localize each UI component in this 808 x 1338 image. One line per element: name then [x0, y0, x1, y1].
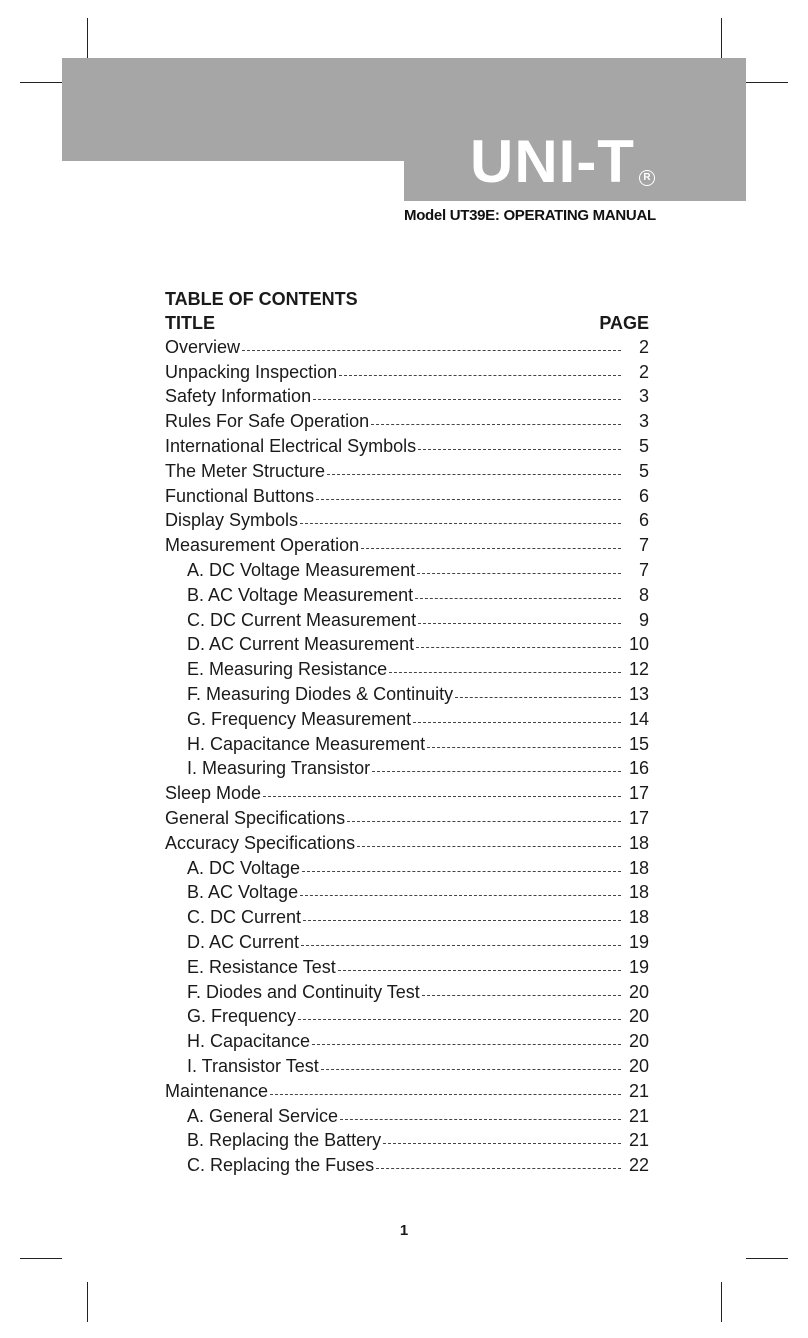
toc-entry[interactable] [165, 781, 649, 806]
toc-entry[interactable] [165, 980, 649, 1005]
toc-entry-page: 18 [628, 907, 649, 928]
toc-dot-leader [416, 647, 621, 648]
toc-entry-page: 7 [638, 560, 649, 581]
crop-mark-top-right-horizontal [746, 82, 788, 83]
toc-entry[interactable] [165, 633, 649, 658]
toc-entry[interactable] [165, 1129, 649, 1154]
toc-dot-leader [389, 672, 621, 673]
toc-entry[interactable] [165, 509, 649, 534]
crop-mark-top-left-horizontal [20, 82, 62, 83]
toc-entry-page: 18 [628, 832, 649, 853]
crop-mark-bottom-right-horizontal [746, 1258, 788, 1259]
toc-dot-leader [302, 871, 621, 872]
toc-entry-page: 2 [638, 361, 649, 382]
toc-dot-leader [263, 796, 621, 797]
crop-mark-bottom-left-horizontal [20, 1258, 62, 1259]
toc-entry-page: 20 [628, 1031, 649, 1052]
model-title: Model UT39E: OPERATING MANUAL [404, 207, 656, 224]
toc-entry-page: 17 [628, 808, 649, 829]
toc-entry-label: Maintenance [165, 1080, 269, 1101]
toc-entry-page: 20 [628, 1006, 649, 1027]
toc-entry[interactable] [165, 757, 649, 782]
toc-entry[interactable] [165, 881, 649, 906]
toc-entry[interactable] [165, 1153, 649, 1178]
toc-entry-label: General Specifications [165, 808, 346, 829]
toc-dot-leader [418, 449, 621, 450]
table-of-contents [165, 287, 649, 1178]
toc-entry-page: 6 [638, 510, 649, 531]
registered-mark-icon: R [639, 170, 655, 186]
toc-dot-leader [270, 1094, 621, 1095]
toc-dot-leader [422, 995, 621, 996]
toc-dot-leader [347, 821, 621, 822]
toc-entry-label: Accuracy Specifications [165, 832, 356, 853]
brand-logo-text: UNI-T [470, 128, 635, 195]
toc-entry[interactable] [165, 1005, 649, 1030]
toc-entry[interactable] [165, 930, 649, 955]
toc-entry-page: 16 [628, 758, 649, 779]
toc-dot-leader [327, 474, 621, 475]
toc-entry-page: 12 [628, 659, 649, 680]
toc-entry-page: 5 [638, 436, 649, 457]
toc-dot-leader [312, 1044, 621, 1045]
toc-entry-label: C. DC Current [187, 907, 302, 928]
toc-entry[interactable] [165, 1104, 649, 1129]
toc-entry-page: 21 [628, 1130, 649, 1151]
toc-dot-leader [242, 350, 621, 351]
toc-entry[interactable] [165, 856, 649, 881]
toc-heading: TABLE OF CONTENTS [165, 289, 358, 309]
toc-entry-page: 18 [628, 857, 649, 878]
toc-entry-label: The Meter Structure [165, 460, 326, 481]
toc-entry-label: H. Capacitance [187, 1031, 311, 1052]
toc-entry-label: Measurement Operation [165, 535, 360, 556]
toc-entry-label: E. Resistance Test [187, 956, 336, 977]
toc-dot-leader [340, 1119, 621, 1120]
toc-entry-page: 20 [628, 981, 649, 1002]
toc-entry-label: Display Symbols [165, 510, 299, 531]
toc-entry[interactable] [165, 385, 649, 410]
toc-entry-label: D. AC Current Measurement [187, 634, 415, 655]
toc-entry[interactable] [165, 1079, 649, 1104]
toc-entry-label: Rules For Safe Operation [165, 411, 370, 432]
toc-entry-page: 14 [628, 708, 649, 729]
toc-entry-label: F. Diodes and Continuity Test [187, 981, 420, 1002]
toc-entry[interactable] [165, 831, 649, 856]
toc-entry-label: A. General Service [187, 1105, 339, 1126]
toc-entry-label: C. DC Current Measurement [187, 609, 417, 630]
page-number: 1 [399, 1222, 409, 1239]
toc-entry[interactable] [165, 583, 649, 608]
toc-entry-page: 21 [628, 1105, 649, 1126]
toc-entry-label: Safety Information [165, 386, 312, 407]
toc-entry-label: I. Transistor Test [187, 1056, 319, 1076]
toc-dot-leader [417, 573, 621, 574]
toc-entry-label: Functional Buttons [165, 485, 315, 506]
toc-dot-leader [321, 1069, 621, 1070]
toc-entry-label: Overview [165, 336, 241, 357]
toc-entry[interactable] [165, 732, 649, 757]
toc-column-title: TITLE [165, 313, 215, 333]
toc-entry-label: A. DC Voltage [187, 857, 301, 878]
toc-dot-leader [376, 1168, 621, 1169]
toc-entry[interactable] [165, 459, 649, 484]
toc-entry[interactable] [165, 409, 649, 434]
toc-dot-leader [298, 1019, 621, 1020]
toc-dot-leader [455, 697, 621, 698]
toc-dot-leader [372, 771, 621, 772]
toc-entry-label: B. AC Voltage Measurement [187, 584, 414, 605]
toc-dot-leader [418, 623, 621, 624]
toc-entry-label: B. AC Voltage [187, 882, 299, 903]
toc-dot-leader [357, 846, 621, 847]
toc-entry[interactable] [165, 608, 649, 633]
toc-dot-leader [300, 523, 621, 524]
toc-entry[interactable] [165, 707, 649, 732]
crop-mark-bottom-left-vertical [87, 1282, 88, 1322]
crop-mark-bottom-right-vertical [721, 1282, 722, 1322]
toc-dot-leader [303, 920, 621, 921]
toc-entry-page: 13 [628, 684, 649, 705]
crop-mark-top-right-vertical [721, 18, 722, 58]
toc-entry-page: 22 [628, 1155, 649, 1176]
toc-entry-page: 15 [628, 733, 649, 754]
toc-entry[interactable] [165, 806, 649, 831]
toc-entry[interactable] [165, 360, 649, 385]
toc-entry-label: D. AC Current [187, 932, 300, 953]
toc-entry-page: 9 [638, 609, 649, 630]
toc-entry-page: 21 [628, 1080, 649, 1101]
toc-entry-label: I. Measuring Transistor [187, 758, 371, 779]
toc-entry-page: 2 [638, 336, 649, 357]
toc-entry-label: G. Frequency Measurement [187, 708, 412, 729]
toc-entry-label: Sleep Mode [165, 783, 262, 804]
toc-entry[interactable] [165, 335, 649, 360]
toc-entry-label: F. Measuring Diodes & Continuity [187, 684, 454, 705]
toc-dot-leader [413, 722, 621, 723]
toc-column-page: PAGE [599, 313, 649, 333]
toc-entry-label: International Electrical Symbols [165, 436, 417, 457]
toc-entry[interactable] [165, 657, 649, 682]
toc-dot-leader [371, 424, 621, 425]
toc-entry[interactable] [165, 558, 649, 583]
toc-entry[interactable] [165, 1029, 649, 1054]
toc-entry[interactable] [165, 484, 649, 509]
toc-entry-page: 6 [638, 485, 649, 506]
toc-entry[interactable] [165, 533, 649, 558]
toc-entry[interactable] [165, 905, 649, 930]
toc-entry-page: 7 [638, 535, 649, 556]
toc-column-header [165, 311, 649, 335]
toc-entry-page: 19 [628, 956, 649, 977]
toc-entry-page: 5 [638, 460, 649, 481]
toc-entry-page: 20 [628, 1056, 649, 1076]
toc-dot-leader [383, 1143, 621, 1144]
toc-entry-label: C. Replacing the Fuses [187, 1155, 375, 1176]
toc-entry-label: H. Capacitance Measurement [187, 733, 426, 754]
toc-entry-label: G. Frequency [187, 1006, 297, 1027]
toc-dot-leader [339, 375, 621, 376]
toc-entry-page: 10 [628, 634, 649, 655]
toc-dot-leader [300, 895, 621, 896]
brand-logo [470, 128, 655, 195]
toc-entry-list [165, 335, 649, 1178]
toc-entry-page: 3 [638, 386, 649, 407]
toc-dot-leader [338, 970, 621, 971]
toc-entry-page: 3 [638, 411, 649, 432]
toc-entry-page: 19 [628, 932, 649, 953]
toc-entry-page: 17 [628, 783, 649, 804]
toc-entry[interactable] [165, 955, 649, 980]
toc-dot-leader [427, 747, 621, 748]
toc-dot-leader [316, 499, 621, 500]
toc-entry-label: B. Replacing the Battery [187, 1130, 382, 1151]
toc-entry[interactable] [165, 1054, 649, 1079]
toc-entry-label: A. DC Voltage Measurement [187, 560, 416, 581]
crop-mark-top-left-vertical [87, 18, 88, 58]
toc-entry-page: 8 [638, 584, 649, 605]
toc-entry[interactable] [165, 682, 649, 707]
toc-dot-leader [361, 548, 621, 549]
toc-entry-label: Unpacking Inspection [165, 361, 338, 382]
toc-entry-label: E. Measuring Resistance [187, 659, 388, 680]
toc-entry[interactable] [165, 434, 649, 459]
toc-dot-leader [313, 399, 621, 400]
toc-dot-leader [301, 945, 621, 946]
toc-dot-leader [415, 598, 621, 599]
toc-entry-page: 18 [628, 882, 649, 903]
